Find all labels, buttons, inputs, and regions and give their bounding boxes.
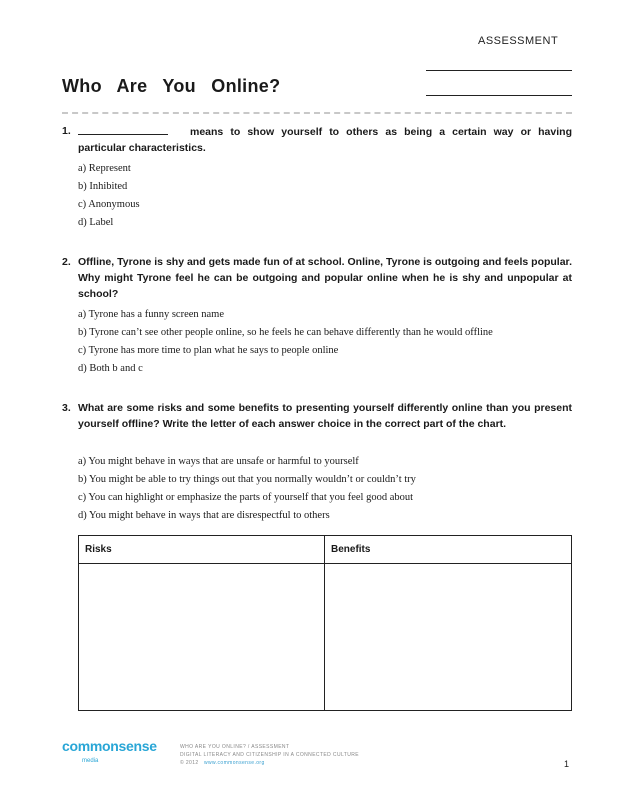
chart-header-row [79, 536, 571, 564]
question-3 [62, 400, 572, 432]
commonsense-logo [62, 738, 157, 768]
page-number: 1 [564, 759, 570, 769]
option: b) You might be able to try things out that you normally wouldn’t or couldn’t try [78, 474, 416, 485]
name-line [426, 70, 572, 71]
benefits-header: Benefits [331, 544, 371, 555]
page-title: Who Are You Online? [62, 76, 281, 96]
answer-blank [78, 123, 168, 135]
question-2 [62, 254, 572, 302]
option: c) Tyrone has more time to plan what he says to people online [78, 345, 339, 356]
option: a) Represent [78, 163, 131, 174]
date-line [426, 95, 572, 96]
logo-text: commonsense [62, 738, 157, 754]
logo-subtext: media [82, 758, 99, 764]
option: d) You might behave in ways that are disrespectful to others [78, 510, 330, 521]
benefits-answer-cell[interactable] [325, 564, 571, 710]
question-text: Offline, Tyrone is shy and gets made fun of at school. Online, Tyrone is outgoing and feels popular. Why might Tyrone feel he can be outgoing and popular online when he is shy and unpopular at school? [78, 256, 572, 300]
option: a) Tyrone has a funny screen name [78, 309, 225, 320]
option: c) Anonymous [78, 199, 140, 210]
question-number: 3. [62, 402, 71, 414]
footer-doc-title: WHO ARE YOU ONLINE? / ASSESSMENT [180, 744, 290, 750]
question-1 [62, 123, 572, 156]
footer-url[interactable]: www.commonsense.org [203, 760, 265, 766]
question-text: What are some risks and some benefits to presenting yourself differently online than you present yourself offline? Write the letter of each answer choice in the correct part of the chart. [78, 402, 572, 430]
question-number: 1. [62, 125, 71, 137]
option: d) Both b and c [78, 363, 143, 374]
assessment-label: ASSESSMENT [478, 35, 559, 47]
copyright-text: © 2012 [180, 760, 199, 766]
footer-copyright [180, 760, 265, 766]
option: b) Tyrone can’t see other people online, so he feels he can behave differently than he would offline [78, 327, 493, 338]
footer-curriculum: DIGITAL LITERACY AND CITIZENSHIP IN A CONNECTED CULTURE [180, 752, 359, 758]
question-number: 2. [62, 256, 71, 268]
option: a) You might behave in ways that are unsafe or harmful to yourself [78, 456, 359, 467]
risks-header: Risks [85, 544, 112, 555]
question-text: means to show yourself to others as being a certain way or having particular characteristics. [78, 126, 572, 154]
risks-answer-cell[interactable] [79, 564, 324, 710]
risks-benefits-chart [78, 535, 572, 711]
option: c) You can highlight or emphasize the parts of yourself that you feel good about [78, 492, 414, 503]
option: b) Inhibited [78, 181, 128, 192]
divider [62, 112, 572, 114]
option: d) Label [78, 217, 114, 228]
